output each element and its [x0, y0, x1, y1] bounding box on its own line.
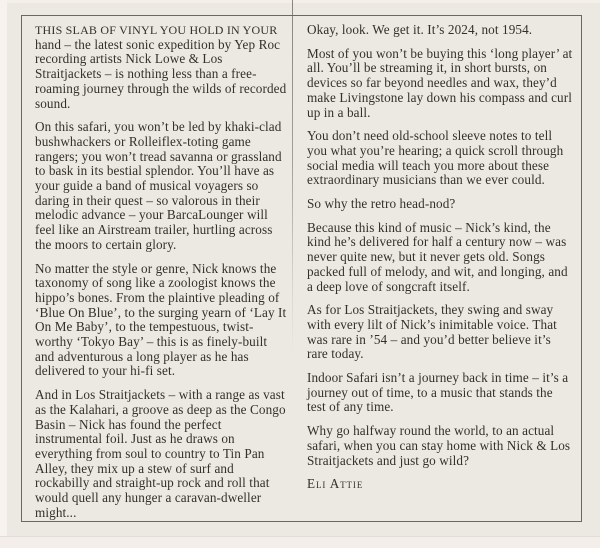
opening-text: hand – the latest sonic expedition by Yep Roc recording artists Nick Lowe & Los Straitjackets – is nothing less than a free-roaming journey through the wilds of recorded sound. [35, 36, 287, 111]
paragraph: On this safari, you won’t be led by khaki-clad bushwhackers or Rolleiflex-toting game rangers; you won’t tread savanna or grassland to bask in its bestial splendor. You’ll have as your guide a band of musical voyagers so daring in their quest – so valorous in their melodic advance – your BarcaLounger will feel like an Airstream trailer, hurtling across the moors to certain glory. [35, 119, 282, 252]
paragraph: Most of you won’t be buying this ‘long player’ at all. You’ll be streaming it, in short bursts, on devices so far beyond needles and wax, they’d make Livingstone lay down his compass and curl up in a ball. [307, 45, 573, 120]
paragraph: Why go halfway round the world, to an actual safari, when you can stay home with Nick & Los Straitjackets and just go wild? [307, 423, 571, 468]
scan-edge-left [0, 0, 7, 548]
scan-edge-bottom [0, 536, 600, 548]
right-column [307, 23, 573, 501]
scan-edge-top [0, 0, 600, 3]
left-column [35, 23, 288, 530]
opening-caps-lead: THIS SLAB OF VINYL YOU HOLD IN YOUR [35, 23, 278, 37]
paragraph: Okay, look. We get it. It’s 2024, not 1954. [307, 22, 533, 37]
paragraph: Indoor Safari isn’t a journey back in time – it’s a journey out of time, to a music that stands the test of any time. [307, 370, 569, 415]
paragraph: As for Los Straitjackets, they swing and sway with every lilt of Nick’s inimitable voice. That was rare in ’54 – and you’d better believe it’s rare today. [307, 302, 557, 362]
paragraph-opening [35, 23, 288, 111]
paragraph: So why the retro head-nod? [307, 196, 456, 212]
paragraph: Because this kind of music – Nick’s kind, the kind he’s delivered for half a century now – was never quite new, but it never gets old. Songs packed full of melody, and wit, and longing, and a deep love of songcraft itself. [307, 219, 568, 294]
center-fold-line [292, 0, 293, 548]
paragraph: No matter the style or genre, Nick knows the taxonomy of song like a zoologist knows the hippo’s bones. From the plaintive pleading of ‘Blue On Blue’, to the surging yearn of ‘Lay It On Me Baby’, to the tempestuous, twist-worthy ‘Tokyo Bay’ – this is as finely-built and adventurous a long player as he has delivered to your hi-fi set. [35, 260, 287, 379]
paragraph: And in Los Straitjackets – with a range as vast as the Kalahari, a groove as deep as the Congo Basin – Nick has found the perfect instrumental foil. Just as he draws on everything from soul to country to Tin Pan Alley, they mix up a stew of surf and rockabilly and straight-up rock and roll that would quell any hunger a caravan-dweller might... [35, 387, 286, 520]
byline-author: Eli Attie [307, 476, 364, 492]
paragraph: You don’t need old-school sleeve notes to tell you what you’re hearing; a quick scroll through social media will teach you more about these extraordinary musicians than we ever could. [307, 128, 564, 188]
